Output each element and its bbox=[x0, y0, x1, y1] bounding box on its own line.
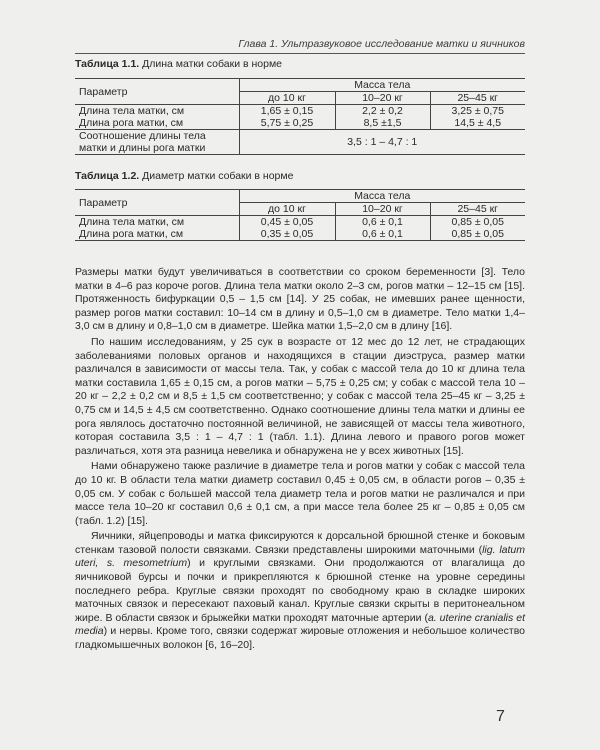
table-header-mass: Масса тела bbox=[239, 79, 525, 92]
row-label: Длина тела матки, см bbox=[75, 105, 239, 118]
row-label: Длина тела матки, см bbox=[75, 216, 239, 229]
table-2-title: Диаметр матки собаки в норме bbox=[142, 170, 294, 182]
table-cell: 0,85 ± 0,05 bbox=[451, 216, 504, 228]
table-cell: 2,2 ± 0,2 bbox=[335, 105, 430, 118]
table-header-col: 25–45 кг bbox=[430, 203, 525, 216]
table-cell: 14,5 ± 4,5 bbox=[454, 117, 502, 129]
table-1-caption bbox=[75, 58, 282, 70]
table-cell: 8,5 ±1,5 bbox=[335, 117, 430, 130]
row-label: Длина рога матки, см bbox=[75, 117, 239, 130]
latin-term: a. uterine cranialis et media bbox=[75, 611, 525, 638]
running-header: Глава 1. Ультразвуковое исследование матки и яичников bbox=[75, 38, 525, 54]
table-header-col: 10–20 кг bbox=[335, 92, 430, 105]
table-header-param: Параметр bbox=[75, 79, 239, 105]
table-2-label: Таблица 1.2. bbox=[75, 170, 140, 182]
table-header-col: до 10 кг bbox=[239, 203, 335, 216]
text-run: Яичники, яйцепроводы и матка фиксируются к дорсальной брюшной стенке и боковым стенкам тазовой полости связками. Связки представлены широкими маточными ( bbox=[75, 530, 525, 556]
page-number: 7 bbox=[496, 708, 505, 725]
table-1-title: Длина матки собаки в норме bbox=[142, 58, 283, 70]
table-uterus-length bbox=[75, 78, 525, 155]
table-header-col: до 10 кг bbox=[239, 92, 335, 105]
table-cell: 0,85 ± 0,05 bbox=[430, 228, 525, 241]
row-label bbox=[75, 130, 239, 155]
table-cell: 5,75 ± 0,25 bbox=[239, 117, 335, 130]
table-cell: 1,65 ± 0,15 bbox=[239, 105, 335, 118]
row-label-line: матки и длины рога матки bbox=[79, 142, 206, 154]
table-cell: 3,5 : 1 – 4,7 : 1 bbox=[239, 130, 525, 155]
body-text bbox=[75, 266, 525, 653]
table-row bbox=[75, 228, 525, 241]
table-row bbox=[75, 216, 525, 229]
table-uterus-diameter bbox=[75, 189, 525, 241]
row-label-line: Соотношение длины тела bbox=[79, 130, 206, 142]
table-cell: 0,6 ± 0,1 bbox=[335, 228, 430, 241]
table-header-col: 10–20 кг bbox=[335, 203, 430, 216]
table-header-param: Параметр bbox=[75, 190, 239, 216]
text-run: ) и круглыми связками. Они продолжаются от влагалища до яичниковой бурсы и почки и прикрепляются к брюшной стенке на уровне середины последнего ребра. Круглые связки проходят по свободному краю в складке широких маточных связок и пересекают паховый канал. Круглые связки скрыты в перитонеальном жире. В области связок и брыжейки матки проходят маточные артерии ( bbox=[75, 557, 525, 624]
latin-term: lig. latum uteri, s. mesometrium bbox=[75, 543, 525, 570]
table-cell: 0,35 ± 0,05 bbox=[239, 228, 335, 241]
table-cell: 0,6 ± 0,1 bbox=[335, 216, 430, 229]
table-header-mass: Масса тела bbox=[239, 190, 525, 203]
table-2-caption bbox=[75, 170, 293, 182]
table-header-col: 25–45 кг bbox=[430, 92, 525, 105]
table-cell: 0,45 ± 0,05 bbox=[239, 216, 335, 229]
text-run: ) и нервы. Кроме того, связки содержат жировые отложения и небольшое количество гладкомышечных волокон [6, 16–20]. bbox=[75, 625, 525, 652]
table-cell: 3,25 ± 0,75 bbox=[451, 105, 504, 117]
paragraph: Нами обнаружено также различие в диаметре тела и рогов матки у собак с массой тела до 10 кг. В области тела матки диаметр составил 0,45 ± 0,05 см, в области рогов – 0,35 ± 0,05 см. У собак с большей массой тела диаметр тела и рогов матки не различался и при массе тела 10–20 кг составил 0,6 ± 0,1 см, а при массе тела более 25 кг – 0,85 ± 0,05 см (табл. 1.2) [15]. bbox=[75, 460, 525, 527]
table-row bbox=[75, 117, 525, 130]
table-row bbox=[75, 105, 525, 118]
paragraph: По нашим исследованиям, у 25 сук в возрасте от 12 мес до 12 лет, не страдающих заболеваниями половых органов и находящихся в стации диэстpуса, размер матки различался в зависимости от массы тела. Так, у собак с массой тела до 10 кг длина тела матки составила 1,65 ± 0,15 см, а рогов матки – 5,75 ± 0,25 см; у собак с массой тела 10 – 20 кг – 2,2 ± 0,2 см и 8,5 ± 1,5 см соответственно; у собак с массой тела 25–45 кг – 3,25 ± 0,75 см и 14,5 ± 4,5 см соответственно. Однако соотношение длины тела матки и длины ее рога являлось достаточно постоянной величиной, не зависящей от массы тела животного, которая составила 3,5 : 1 – 4,7 : 1 (табл. 1.1). Длина левого и правого рогов может различаться, хотя эта разница невелика и обнаружена не у всех животных [15]. bbox=[75, 335, 525, 457]
row-label: Длина рога матки, см bbox=[75, 228, 239, 241]
paragraph: Размеры матки будут увеличиваться в соответствии со сроком беременности [3]. Тело матки в 4–6 раз короче рогов. Длина тела матки около 2–3 см, рогов матки – 12–15 см [15]. Протяженность бифуркации 0,5 – 1,5 см [14]. У 25 собак, не имевших ранее щенности, размер рогов матки составил: 10–14 см в длину и 0,5–1,0 см в диаметре. Тело матки 1,4–3,0 см в длину и 0,8–1,0 см в диаметре. Шейка матки 1,5–2,0 см в длину [16]. bbox=[75, 266, 525, 333]
paragraph bbox=[75, 530, 525, 652]
table-row bbox=[75, 130, 525, 155]
table-1-label: Таблица 1.1. bbox=[75, 58, 140, 70]
